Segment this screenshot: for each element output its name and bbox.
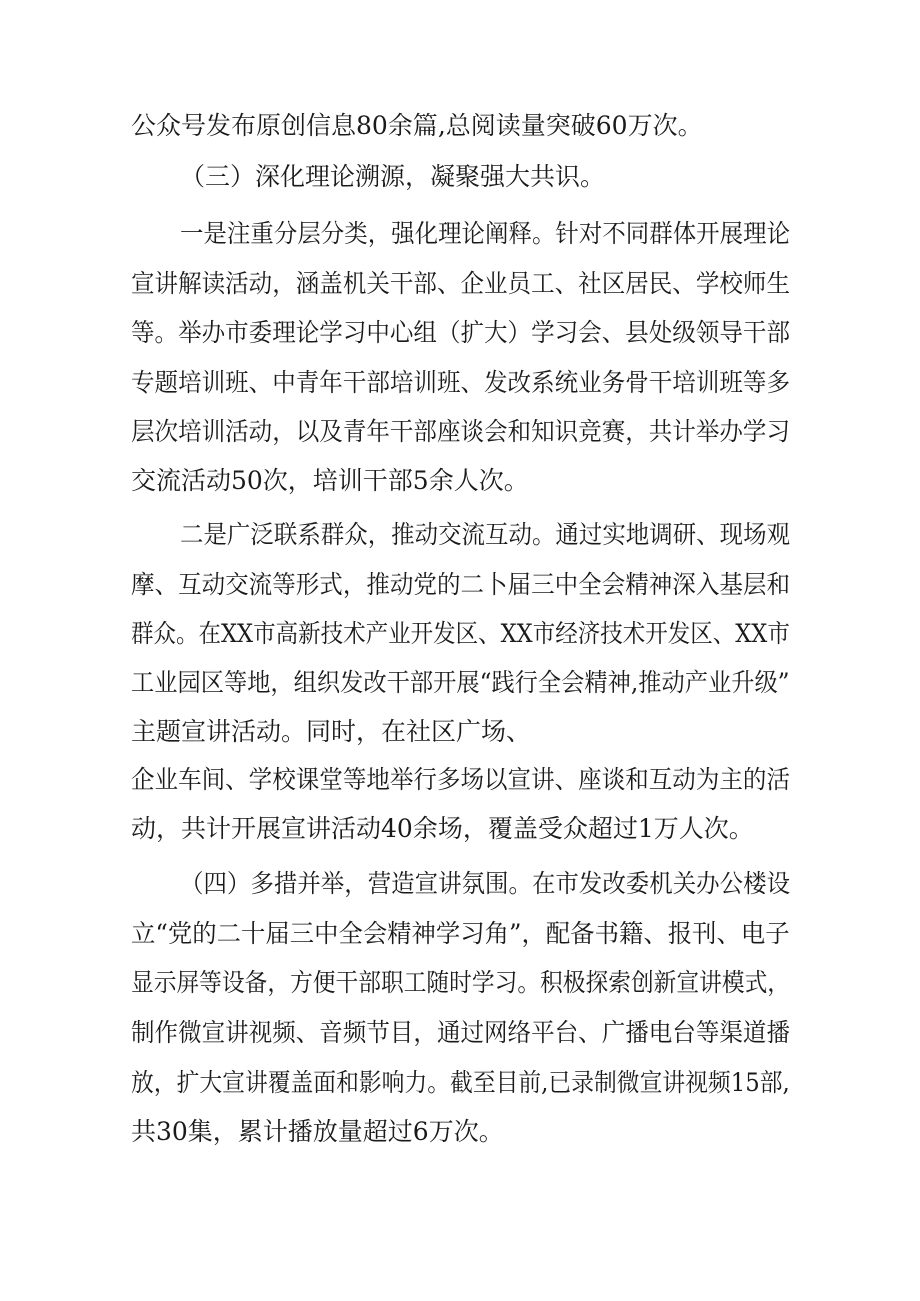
- text-line: 主题宣讲活动。同时，在社区广场、: [131, 717, 532, 746]
- text-line: 一是注重分层分类，强化理论阐释。针对不同群体开展理论: [180, 219, 791, 248]
- text-line: 立“党的二十届三中全会精神学习角”，配备书籍、报刊、电子: [131, 919, 790, 948]
- text-line: 动，共计开展宣讲活动40余场，覆盖受众超过1万人次。: [131, 814, 754, 843]
- text-line: 层次培训活动，以及青年干部座谈会和知识竞赛，共计举办学习: [131, 417, 790, 446]
- text-line: 交流活动50次，培训干部5余人次。: [131, 466, 529, 495]
- text-line: 共30集，累计播放量超过6万次。: [131, 1117, 504, 1146]
- text-line: 显示屏等设备，方便干部职工随时学习。积极探索创新宣讲模式，: [131, 968, 791, 997]
- text-line: 专题培训班、中青年干部培训班、发改系统业务骨干培训班等多: [131, 368, 790, 397]
- text-line: 公众号发布原创信息80余篇,总阅读量突破60万次。: [131, 111, 703, 140]
- section-heading: （三）深化理论溯源，凝聚强大共识。: [180, 162, 606, 191]
- section-heading: （四）多措并举，营造宣讲氛围。在市发改委机关办公楼设: [180, 869, 791, 898]
- text-line: 等。举办市委理论学习中心组（扩大）学习会、县处级领导干部: [131, 318, 790, 347]
- text-line: 二是广泛联系群众，推动交流互动。通过实地调研、现场观: [180, 520, 791, 549]
- text-line: 制作微宣讲视频、音频节目，通过网络平台、广播电台等渠道播: [131, 1018, 790, 1047]
- text-line: 放，扩大宣讲覆盖面和影响力。截至目前,已录制微宣讲视频15部,: [131, 1068, 790, 1097]
- text-line: 企业车间、学校课堂等地举行多场以宣讲、座谈和互动为主的活: [131, 765, 790, 794]
- text-line: 摩、互动交流等形式，推动党的二卜届三中全会精神深入基层和: [131, 570, 790, 599]
- text-line: 群众。在XX市高新技术产业开发区、XX市经济技术开发区、XX市: [131, 619, 790, 648]
- text-line: 工业园区等地，组织发改干部开展“践行全会精神,推动产业升级”: [131, 668, 790, 697]
- text-line: 宣讲解读活动，涵盖机关干部、企业员工、社区居民、学校师生: [131, 269, 790, 298]
